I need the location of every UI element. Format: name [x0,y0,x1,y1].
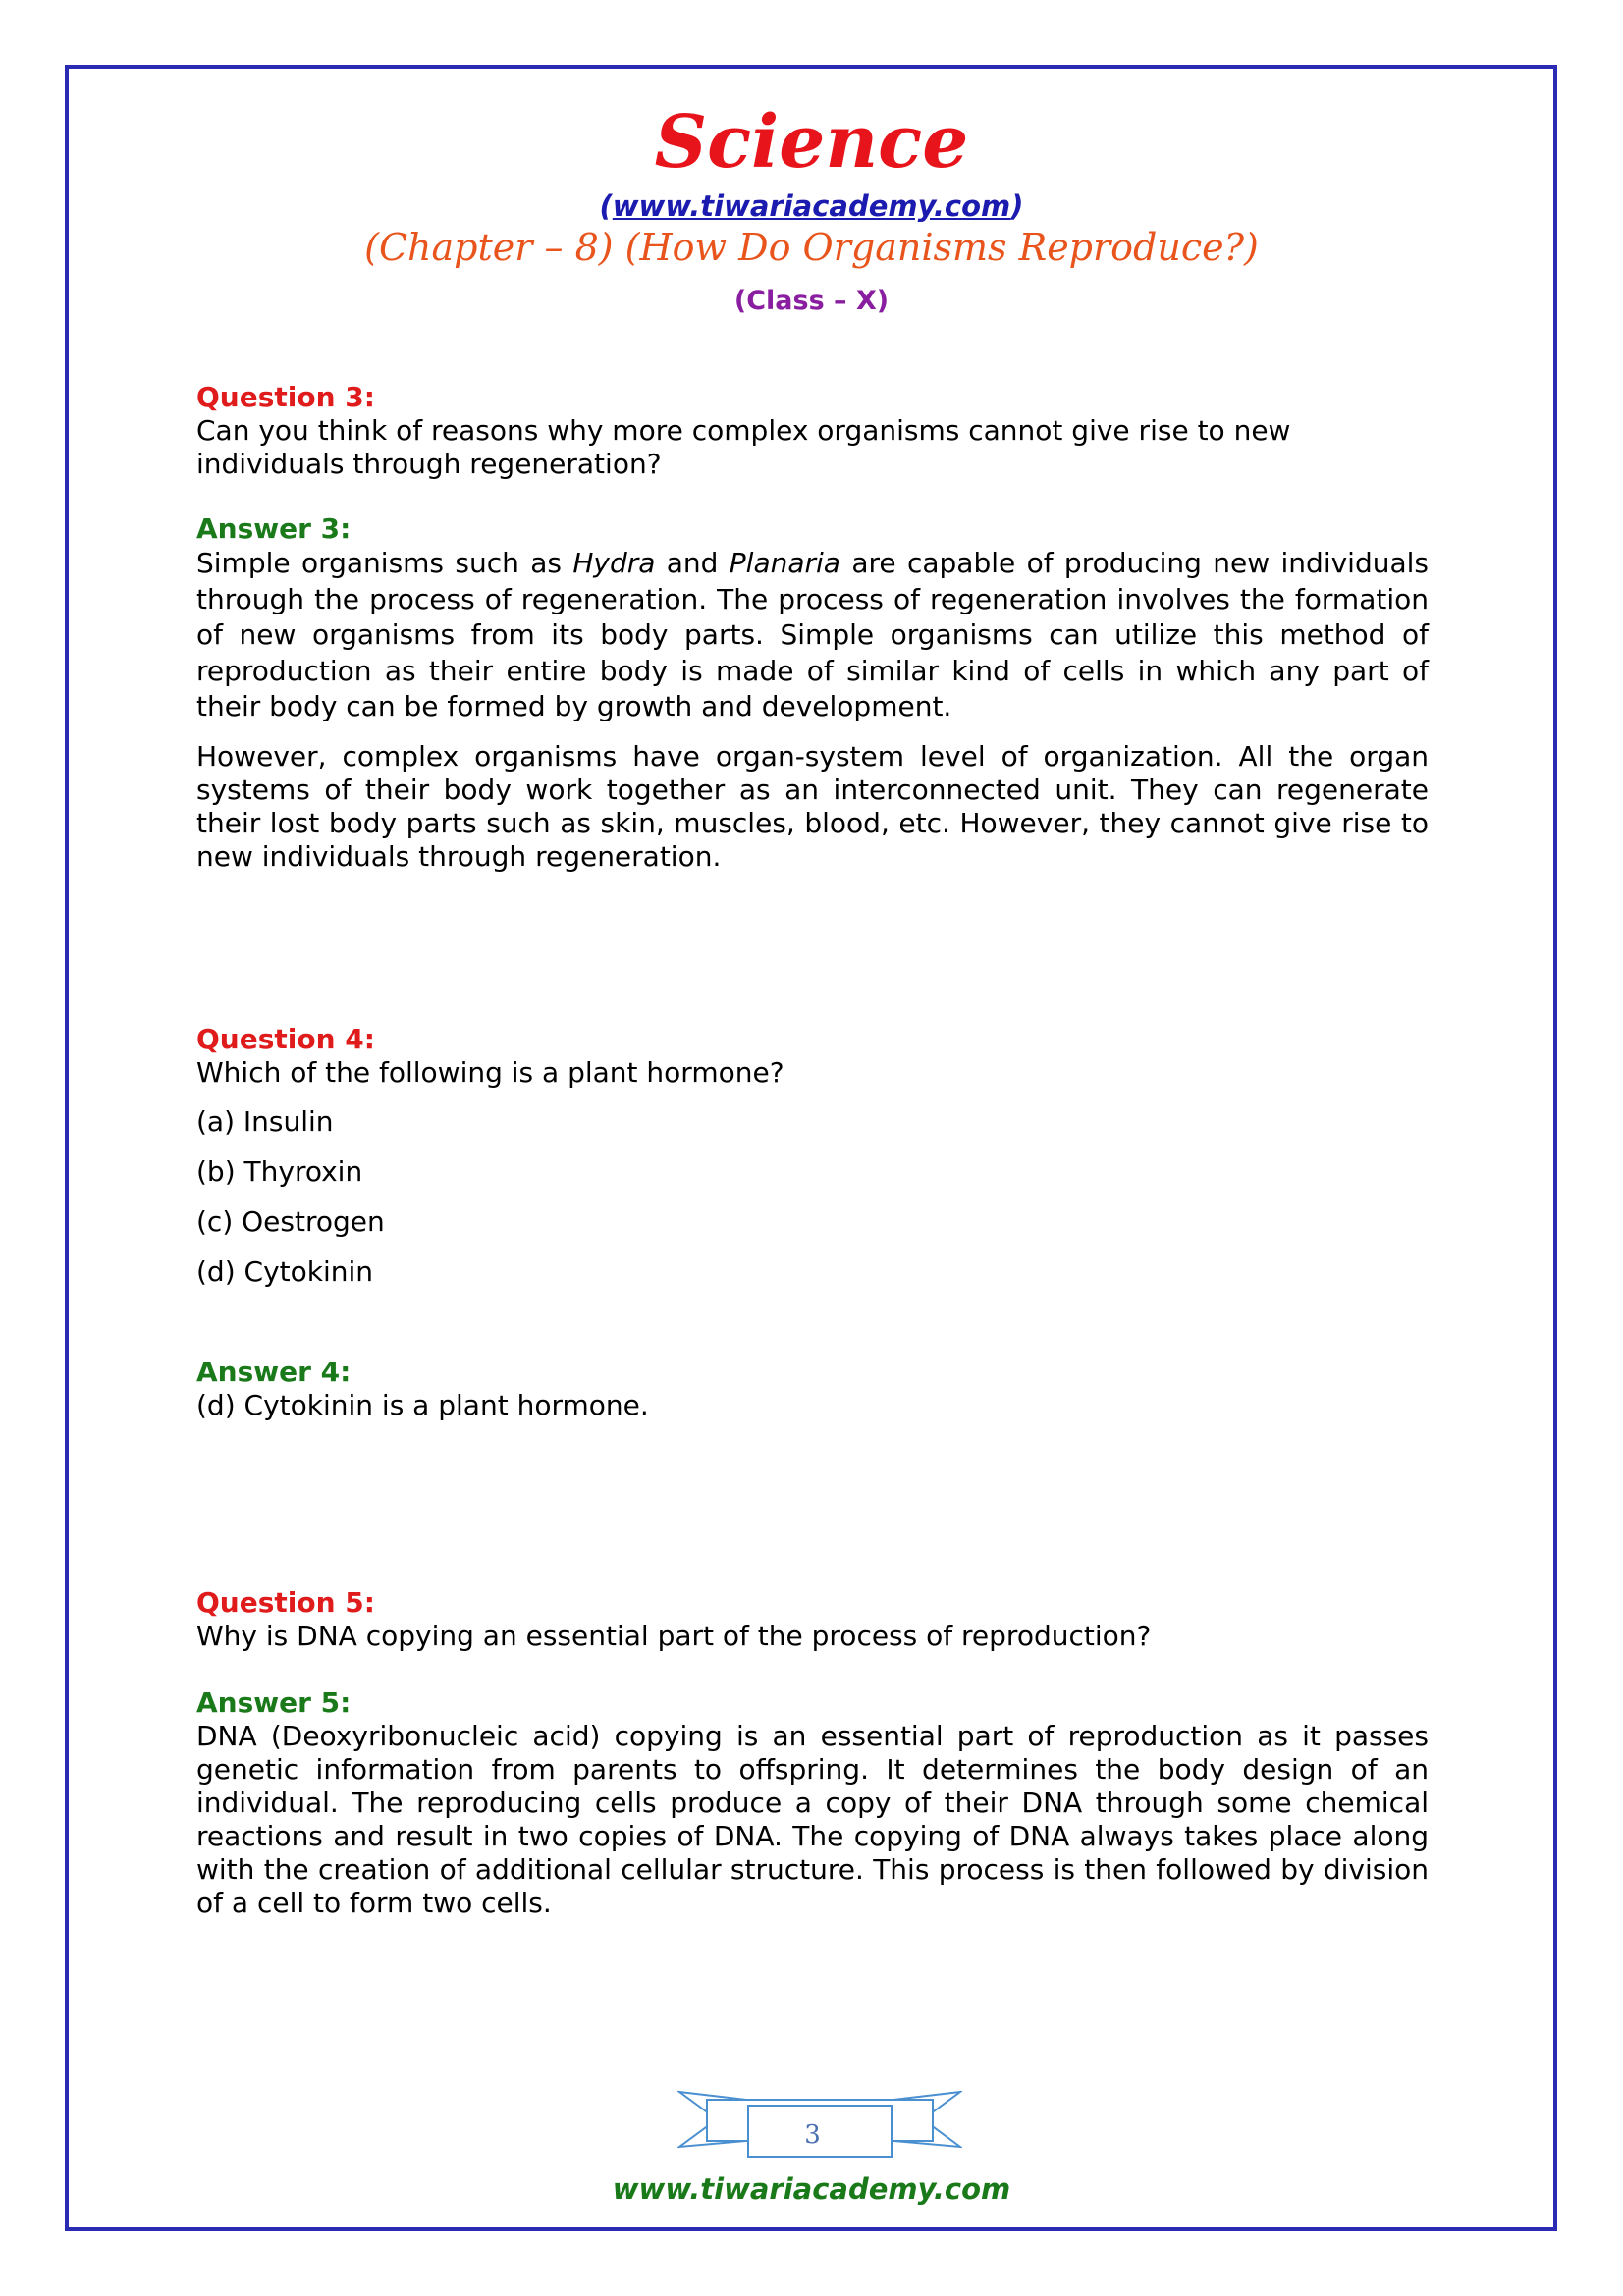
page-title: Science [654,100,969,185]
answer-5-text: DNA (Deoxyribonucleic acid) copying is an essential part of reproduction as it passes genetic information from parents to offspring. It determines the body design of an individual. The reproducing cells produce a copy of their DNA through some chemical reactions and result in two copies of DNA. The copying of DNA always takes place along with the creation of additional cellular structure. This process is then followed by division of a cell to form two cells. [196,1720,1429,1919]
option-c: (c) Oestrogen [196,1205,385,1238]
option-d: (d) Cytokinin [196,1255,374,1288]
answer-3-label: Answer 3: [196,512,352,545]
question-4 [196,1023,1429,1090]
question-5-label: Question 5: [196,1586,375,1619]
option-b: (b) Thyroxin [196,1155,363,1188]
question-3-text: Can you think of reasons why more complex organisms cannot give rise to new individuals through regeneration? [196,414,1291,480]
footer-website[interactable]: www.tiwariacademy.com [612,2172,1011,2206]
answer-3-paragraph-1: Simple organisms such as Hydra and Planaria are capable of producing new individuals through the process of regeneration. The process of regeneration involves the formation of new organisms from its body parts. Simple organisms can utilize this method of reproduction as their entire body is made of similar kind of cells in which any part of their body can be formed by growth and development. [196,547,1429,722]
question-4-text: Which of the following is a plant hormone? [196,1056,784,1089]
question-3 [196,381,1429,481]
question-5-text: Why is DNA copying an essential part of the process of reproduction? [196,1620,1152,1652]
chapter-heading: (Chapter – 8) (How Do Organisms Reproduce?) [364,226,1259,269]
header-website-link[interactable]: www.tiwariacademy.com [612,189,1011,223]
hydra-term: Hydra [572,547,656,579]
option-a: (a) Insulin [196,1105,334,1138]
answer-3 [196,512,1429,725]
question-4-label: Question 4: [196,1023,375,1055]
page-number: 3 [804,2120,821,2150]
answer-5 [196,1686,1429,1920]
answer-3-paragraph-2: However, complex organisms have organ-system level of organization. All the organ systems of their body work together as an interconnected unit. They can regenerate their lost body parts such as skin, muscles, blood, etc. However, they cannot give rise to new individuals through regeneration. [196,740,1429,873]
planaria-term: Planaria [729,547,840,579]
answer-5-label: Answer 5: [196,1686,352,1719]
header-website-line: (www.tiwariacademy.com) [599,189,1024,223]
question-5 [196,1586,1429,1653]
answer-4 [196,1356,1429,1422]
class-label: (Class – X) [733,286,890,316]
answer-4-text: (d) Cytokinin is a plant hormone. [196,1389,649,1421]
answer-4-label: Answer 4: [196,1356,352,1388]
question-3-label: Question 3: [196,381,375,413]
